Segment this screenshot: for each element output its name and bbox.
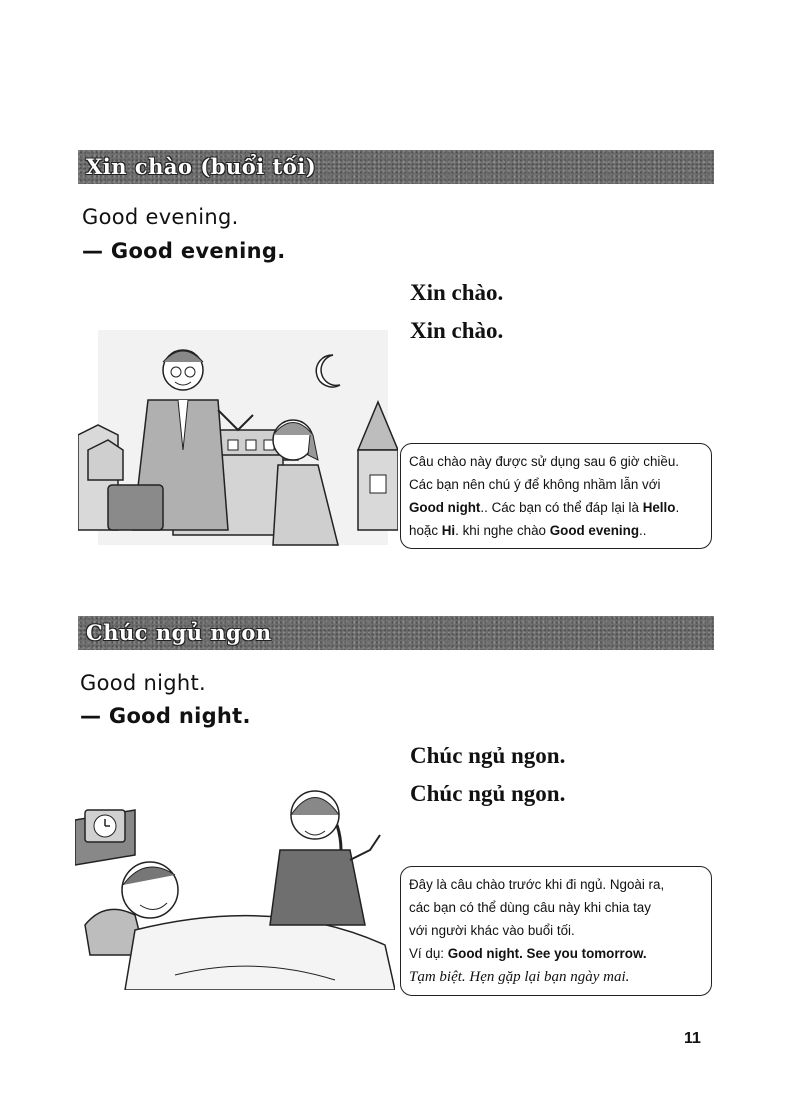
section-header-evening	[78, 150, 714, 184]
usage-note-box	[400, 866, 712, 996]
english-phrase: Good evening.	[82, 205, 239, 229]
usage-note-box	[400, 443, 712, 549]
note-keyword: Hello	[642, 500, 676, 515]
note-text: hoặc	[409, 523, 442, 538]
note-example: Good night. See you tomorrow.	[447, 946, 647, 961]
section-title: Xin chào (buổi tối)	[86, 154, 317, 179]
page-number: 11	[684, 1030, 701, 1047]
goodnight-illustration	[75, 775, 395, 990]
note-line: Đây là câu chào trước khi đi ngủ. Ngoài ra,	[409, 877, 665, 892]
note-line: Câu chào này được sử dụng sau 6 giờ chiều.	[409, 454, 679, 469]
note-text: .	[675, 500, 680, 515]
section-title: Chúc ngủ ngon	[86, 620, 272, 645]
english-phrase: Good night.	[80, 671, 206, 695]
note-line	[409, 965, 703, 989]
evening-greeting-illustration	[78, 330, 398, 552]
vietnamese-reply: Xin chào.	[410, 318, 504, 343]
note-line: với người khác vào buổi tối.	[409, 923, 575, 938]
note-keyword: Good evening	[549, 523, 639, 538]
note-text: Ví dụ:	[409, 946, 448, 961]
note-line: Các bạn nên chú ý để không nhầm lẫn với	[409, 477, 661, 492]
note-keyword: Hi	[441, 523, 456, 538]
note-line	[409, 942, 703, 965]
note-text: . khi nghe chào	[455, 523, 550, 538]
section-header-goodnight	[78, 616, 714, 650]
note-keyword: Good night	[409, 500, 481, 515]
note-line: các bạn có thể dùng câu này khi chia tay	[409, 900, 651, 915]
note-line	[409, 519, 703, 542]
english-reply: — Good evening.	[82, 239, 286, 263]
vietnamese-phrase: Xin chào.	[410, 280, 504, 305]
vietnamese-phrase: Chúc ngủ ngon.	[410, 743, 566, 768]
vietnamese-reply: Chúc ngủ ngon.	[410, 781, 566, 806]
note-translation: Tạm biệt. Hẹn gặp lại bạn ngày mai.	[409, 969, 630, 985]
note-text: .. Các bạn có thể đáp lại là	[480, 500, 643, 515]
note-line	[409, 496, 703, 519]
note-text: ..	[639, 523, 647, 538]
english-reply: — Good night.	[80, 704, 251, 728]
